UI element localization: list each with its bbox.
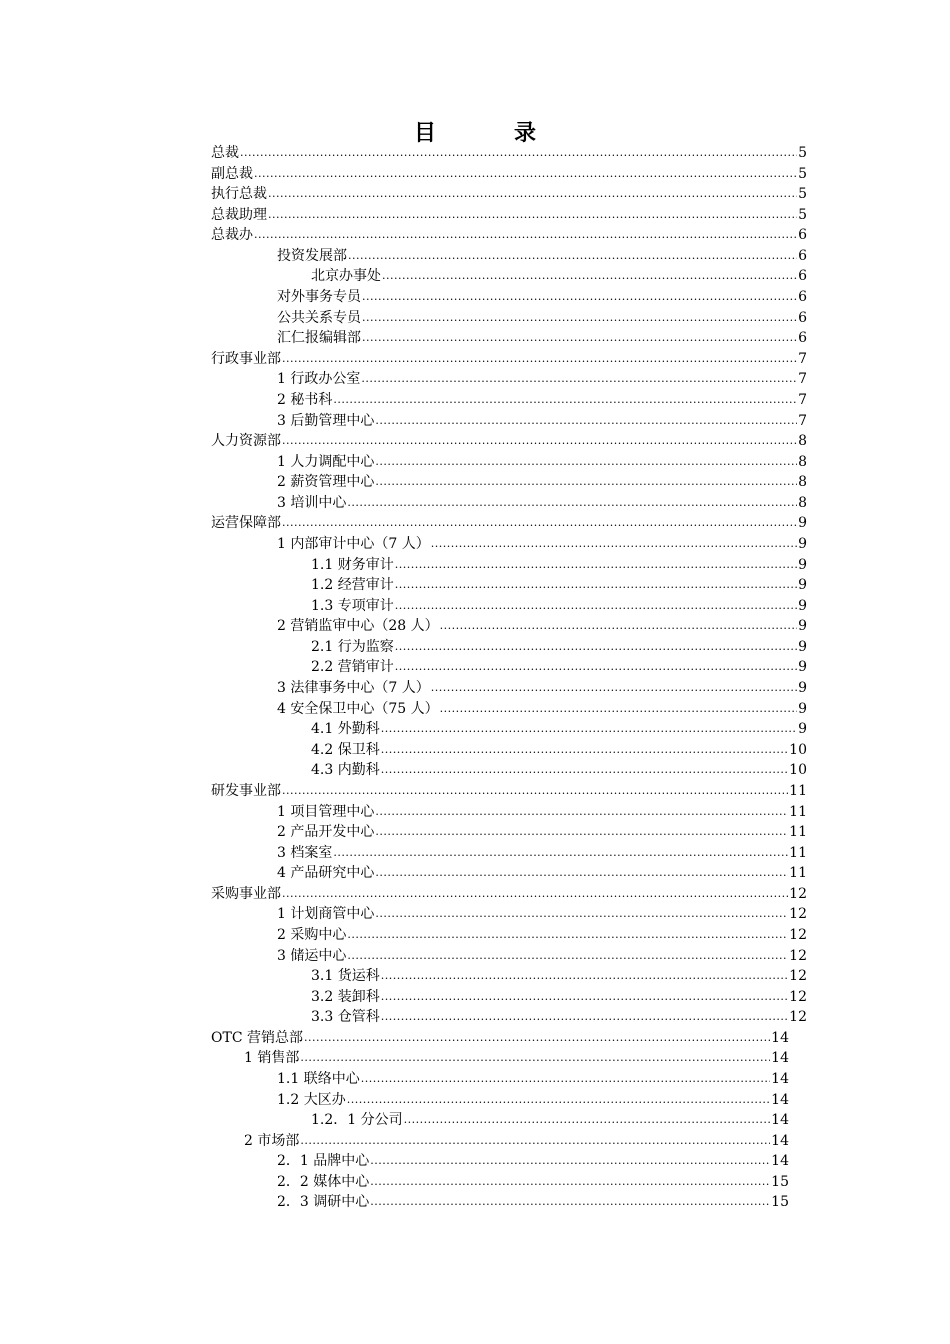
toc-entry[interactable] xyxy=(211,1048,807,1069)
toc-leader-dots xyxy=(333,842,788,864)
toc-entry[interactable] xyxy=(211,904,807,925)
toc-leader-dots xyxy=(282,430,797,452)
toc-entry-page: 9 xyxy=(798,577,807,594)
toc-entry-label: 公共关系专员 xyxy=(277,309,361,326)
toc-entry-page: 11 xyxy=(789,844,807,861)
toc-entry-label: 2 产品开发中心 xyxy=(277,824,375,841)
toc-leader-dots xyxy=(395,656,797,678)
toc-leader-dots xyxy=(381,718,797,740)
toc-leader-dots xyxy=(395,636,797,658)
toc-entry-page: 9 xyxy=(798,680,807,697)
toc-entry[interactable] xyxy=(211,1172,807,1193)
toc-entry-label: 3.2 装卸科 xyxy=(311,988,380,1005)
toc-leader-dots xyxy=(375,801,788,823)
toc-leader-dots xyxy=(282,348,797,370)
toc-leader-dots xyxy=(348,245,797,267)
toc-leader-dots xyxy=(370,1191,770,1213)
toc-entry-page: 14 xyxy=(771,1050,789,1067)
toc-entry-label: 3 培训中心 xyxy=(277,494,347,511)
toc-entry-page: 9 xyxy=(798,597,807,614)
title-char-1: 目 xyxy=(413,121,436,146)
toc-entry-page: 15 xyxy=(771,1194,789,1211)
toc-leader-dots xyxy=(370,1171,770,1193)
toc-entry-label: 3 后勤管理中心 xyxy=(277,412,375,429)
toc-entry-page: 14 xyxy=(771,1112,789,1129)
toc-leader-dots xyxy=(300,1047,770,1069)
toc-entry-page: 12 xyxy=(789,1009,807,1026)
toc-entry[interactable] xyxy=(211,863,807,884)
toc-entry-label: 研发事业部 xyxy=(211,782,281,799)
toc-entry-page: 12 xyxy=(789,926,807,943)
toc-leader-dots xyxy=(333,389,797,411)
toc-entry[interactable] xyxy=(211,616,807,637)
toc-entry[interactable] xyxy=(211,452,807,473)
toc-entry-label: 1 销售部 xyxy=(244,1050,300,1067)
toc-entry-label: 投资发展部 xyxy=(277,247,347,264)
toc-entry-page: 7 xyxy=(798,350,807,367)
toc-entry-page: 10 xyxy=(789,741,807,758)
toc-leader-dots xyxy=(404,1109,771,1131)
toc-entry-label: 运营保障部 xyxy=(211,515,281,532)
toc-entry-label: 总裁 xyxy=(211,145,239,161)
toc-leader-dots xyxy=(370,1150,770,1172)
toc-entry-page: 12 xyxy=(789,947,807,964)
toc-leader-dots xyxy=(440,698,797,720)
toc-entry[interactable] xyxy=(211,1110,807,1131)
toc-entry-page: 6 xyxy=(798,227,807,244)
toc-entry-label: 行政事业部 xyxy=(211,350,281,367)
toc-leader-dots xyxy=(347,1089,770,1111)
toc-entry-label: 3 档案室 xyxy=(277,844,333,861)
table-of-contents xyxy=(211,143,807,1213)
toc-entry-page: 5 xyxy=(798,186,807,203)
toc-entry-label: 总裁助理 xyxy=(211,206,267,223)
toc-entry-page: 9 xyxy=(798,535,807,552)
toc-entry-label: 执行总裁 xyxy=(211,186,267,203)
toc-entry-label: 1.2 经营审计 xyxy=(311,577,394,594)
toc-leader-dots xyxy=(375,862,788,884)
toc-entry-page: 14 xyxy=(771,1153,789,1170)
toc-entry-label: 1 行政办公室 xyxy=(277,371,361,388)
toc-entry-label: 2 市场部 xyxy=(244,1132,300,1149)
toc-entry[interactable] xyxy=(211,1007,807,1028)
toc-entry[interactable] xyxy=(211,575,807,596)
toc-entry[interactable] xyxy=(211,946,807,967)
toc-leader-dots xyxy=(347,924,788,946)
toc-leader-dots xyxy=(395,554,797,576)
toc-entry-label: 4.2 保卫科 xyxy=(311,741,380,758)
toc-entry-page: 10 xyxy=(789,762,807,779)
toc-leader-dots xyxy=(300,1130,770,1152)
toc-leader-dots xyxy=(375,903,788,925)
toc-leader-dots xyxy=(381,1006,788,1028)
toc-entry-page: 5 xyxy=(798,206,807,223)
toc-entry[interactable] xyxy=(211,534,807,555)
toc-entry[interactable] xyxy=(211,1090,807,1111)
toc-entry[interactable] xyxy=(211,987,807,1008)
toc-leader-dots xyxy=(440,615,797,637)
toc-entry[interactable] xyxy=(211,328,807,349)
toc-leader-dots xyxy=(375,821,788,843)
toc-entry-page: 9 xyxy=(798,659,807,676)
toc-entry-page: 12 xyxy=(789,885,807,902)
toc-entry[interactable] xyxy=(211,1069,807,1090)
toc-leader-dots xyxy=(395,574,797,596)
toc-leader-dots xyxy=(375,451,797,473)
toc-entry[interactable] xyxy=(211,925,807,946)
toc-entry[interactable] xyxy=(211,740,807,761)
toc-entry-label: 1.1 财务审计 xyxy=(311,556,394,573)
toc-leader-dots xyxy=(254,224,797,246)
toc-entry-label: 1 计划商管中心 xyxy=(277,906,375,923)
toc-entry-page: 8 xyxy=(798,453,807,470)
toc-entry[interactable] xyxy=(211,513,807,534)
toc-leader-dots xyxy=(347,945,788,967)
toc-entry-label: OTC 营销总部 xyxy=(211,1029,303,1046)
toc-entry[interactable] xyxy=(211,843,807,864)
toc-entry-label: 2.2 营销审计 xyxy=(311,659,394,676)
toc-entry-label: 对外事务专员 xyxy=(277,289,361,306)
toc-leader-dots xyxy=(431,677,797,699)
toc-entry-label: 2 营销监审中心（28 人） xyxy=(277,618,439,635)
toc-entry-page: 6 xyxy=(798,309,807,326)
toc-leader-dots xyxy=(304,1027,770,1049)
toc-entry-page: 9 xyxy=(798,700,807,717)
toc-leader-dots xyxy=(347,492,797,514)
toc-entry-label: 1 人力调配中心 xyxy=(277,453,375,470)
toc-leader-dots xyxy=(282,512,797,534)
toc-entry-label: 1.2 大区办 xyxy=(277,1091,346,1108)
toc-entry-page: 14 xyxy=(771,1132,789,1149)
toc-entry[interactable] xyxy=(211,431,807,452)
toc-entry-label: 1.2．1 分公司 xyxy=(311,1112,403,1129)
toc-entry-page: 6 xyxy=(798,289,807,306)
toc-entry-page: 11 xyxy=(789,803,807,820)
toc-entry[interactable] xyxy=(211,164,807,185)
toc-entry[interactable] xyxy=(211,143,807,164)
toc-entry-label: 3 法律事务中心（7 人） xyxy=(277,680,430,697)
toc-entry-label: 4.1 外勤科 xyxy=(311,721,380,738)
toc-entry-page: 6 xyxy=(798,247,807,264)
toc-entry-label: 2．2 媒体中心 xyxy=(277,1173,370,1190)
toc-entry-page: 11 xyxy=(789,782,807,799)
toc-leader-dots xyxy=(382,265,797,287)
toc-entry-page: 9 xyxy=(798,721,807,738)
toc-entry[interactable] xyxy=(211,719,807,740)
toc-entry[interactable] xyxy=(211,699,807,720)
toc-entry[interactable] xyxy=(211,308,807,329)
toc-entry-page: 9 xyxy=(798,618,807,635)
toc-entry[interactable] xyxy=(211,802,807,823)
toc-leader-dots xyxy=(375,410,797,432)
toc-entry-label: 1 项目管理中心 xyxy=(277,803,375,820)
toc-entry-label: 3.1 货运科 xyxy=(311,968,380,985)
toc-entry-page: 6 xyxy=(798,330,807,347)
toc-leader-dots xyxy=(381,759,788,781)
toc-leader-dots xyxy=(268,183,797,205)
toc-entry-page: 12 xyxy=(789,968,807,985)
toc-entry-page: 9 xyxy=(798,515,807,532)
toc-entry-page: 14 xyxy=(771,1029,789,1046)
toc-entry[interactable] xyxy=(211,966,807,987)
toc-entry-page: 7 xyxy=(798,391,807,408)
toc-entry-page: 11 xyxy=(789,865,807,882)
toc-leader-dots xyxy=(361,1068,770,1090)
toc-entry-page: 11 xyxy=(789,824,807,841)
toc-entry[interactable] xyxy=(211,657,807,678)
toc-entry-label: 4 安全保卫中心（75 人） xyxy=(277,700,439,717)
toc-entry-label: 2．3 调研中心 xyxy=(277,1194,370,1211)
toc-entry[interactable] xyxy=(211,596,807,617)
toc-entry-page: 14 xyxy=(771,1071,789,1088)
toc-leader-dots xyxy=(254,163,797,185)
toc-leader-dots xyxy=(282,780,788,802)
toc-entry[interactable] xyxy=(211,760,807,781)
toc-entry-label: 采购事业部 xyxy=(211,885,281,902)
toc-entry-page: 5 xyxy=(798,165,807,182)
toc-entry[interactable] xyxy=(211,349,807,370)
toc-entry[interactable] xyxy=(211,369,807,390)
toc-entry[interactable] xyxy=(211,472,807,493)
toc-leader-dots xyxy=(361,368,797,390)
toc-leader-dots xyxy=(362,307,797,329)
toc-entry-label: 人力资源部 xyxy=(211,433,281,450)
toc-entry[interactable] xyxy=(211,205,807,226)
toc-entry-page: 9 xyxy=(798,638,807,655)
toc-entry-label: 总裁办 xyxy=(211,227,253,244)
toc-entry[interactable] xyxy=(211,390,807,411)
toc-entry-label: 3 储运中心 xyxy=(277,947,347,964)
toc-entry[interactable] xyxy=(211,246,807,267)
toc-entry-page: 7 xyxy=(798,371,807,388)
toc-entry[interactable] xyxy=(211,493,807,514)
toc-entry-label: 2 薪资管理中心 xyxy=(277,474,375,491)
toc-entry[interactable] xyxy=(211,1131,807,1152)
toc-entry-page: 12 xyxy=(789,906,807,923)
toc-entry-label: 2.1 行为监察 xyxy=(311,638,394,655)
toc-entry-page: 15 xyxy=(771,1173,789,1190)
toc-entry[interactable] xyxy=(211,184,807,205)
title-char-2: 录 xyxy=(514,121,537,146)
toc-entry[interactable] xyxy=(211,678,807,699)
toc-entry[interactable] xyxy=(211,411,807,432)
toc-leader-dots xyxy=(268,204,797,226)
toc-entry-page: 6 xyxy=(798,268,807,285)
toc-entry-label: 4 产品研究中心 xyxy=(277,865,375,882)
toc-entry-page: 9 xyxy=(798,556,807,573)
toc-entry-page: 8 xyxy=(798,433,807,450)
toc-entry[interactable] xyxy=(211,1151,807,1172)
toc-leader-dots xyxy=(381,739,788,761)
toc-leader-dots xyxy=(381,965,788,987)
toc-leader-dots xyxy=(362,286,797,308)
toc-entry-label: 2 秘书科 xyxy=(277,391,333,408)
toc-entry[interactable] xyxy=(211,1192,807,1213)
toc-entry[interactable] xyxy=(211,555,807,576)
toc-entry-label: 2．1 品牌中心 xyxy=(277,1153,370,1170)
toc-entry-label: 北京办事处 xyxy=(311,268,381,285)
toc-leader-dots xyxy=(240,142,797,164)
toc-entry-page: 7 xyxy=(798,412,807,429)
toc-entry-label: 2 采购中心 xyxy=(277,926,347,943)
toc-entry-page: 8 xyxy=(798,494,807,511)
toc-entry[interactable] xyxy=(211,266,807,287)
toc-entry-label: 副总裁 xyxy=(211,165,253,182)
toc-leader-dots xyxy=(375,471,797,493)
toc-leader-dots xyxy=(381,986,788,1008)
toc-leader-dots xyxy=(282,883,788,905)
toc-entry[interactable] xyxy=(211,781,807,802)
toc-entry[interactable] xyxy=(211,1028,807,1049)
toc-entry-label: 汇仁报编辑部 xyxy=(277,330,361,347)
toc-entry[interactable] xyxy=(211,884,807,905)
toc-entry-page: 14 xyxy=(771,1091,789,1108)
toc-entry[interactable] xyxy=(211,637,807,658)
toc-entry-label: 1 内部审计中心（7 人） xyxy=(277,535,430,552)
toc-entry-label: 3.3 仓管科 xyxy=(311,1009,380,1026)
toc-entry-page: 12 xyxy=(789,988,807,1005)
toc-entry[interactable] xyxy=(211,287,807,308)
toc-entry-label: 4.3 内勤科 xyxy=(311,762,380,779)
toc-entry[interactable] xyxy=(211,225,807,246)
toc-leader-dots xyxy=(431,533,797,555)
toc-entry-page: 8 xyxy=(798,474,807,491)
toc-entry-label: 1.1 联络中心 xyxy=(277,1071,360,1088)
toc-entry-label: 1.3 专项审计 xyxy=(311,597,394,614)
toc-leader-dots xyxy=(362,327,797,349)
toc-entry-page: 5 xyxy=(798,145,807,161)
toc-leader-dots xyxy=(395,595,797,617)
toc-entry[interactable] xyxy=(211,822,807,843)
